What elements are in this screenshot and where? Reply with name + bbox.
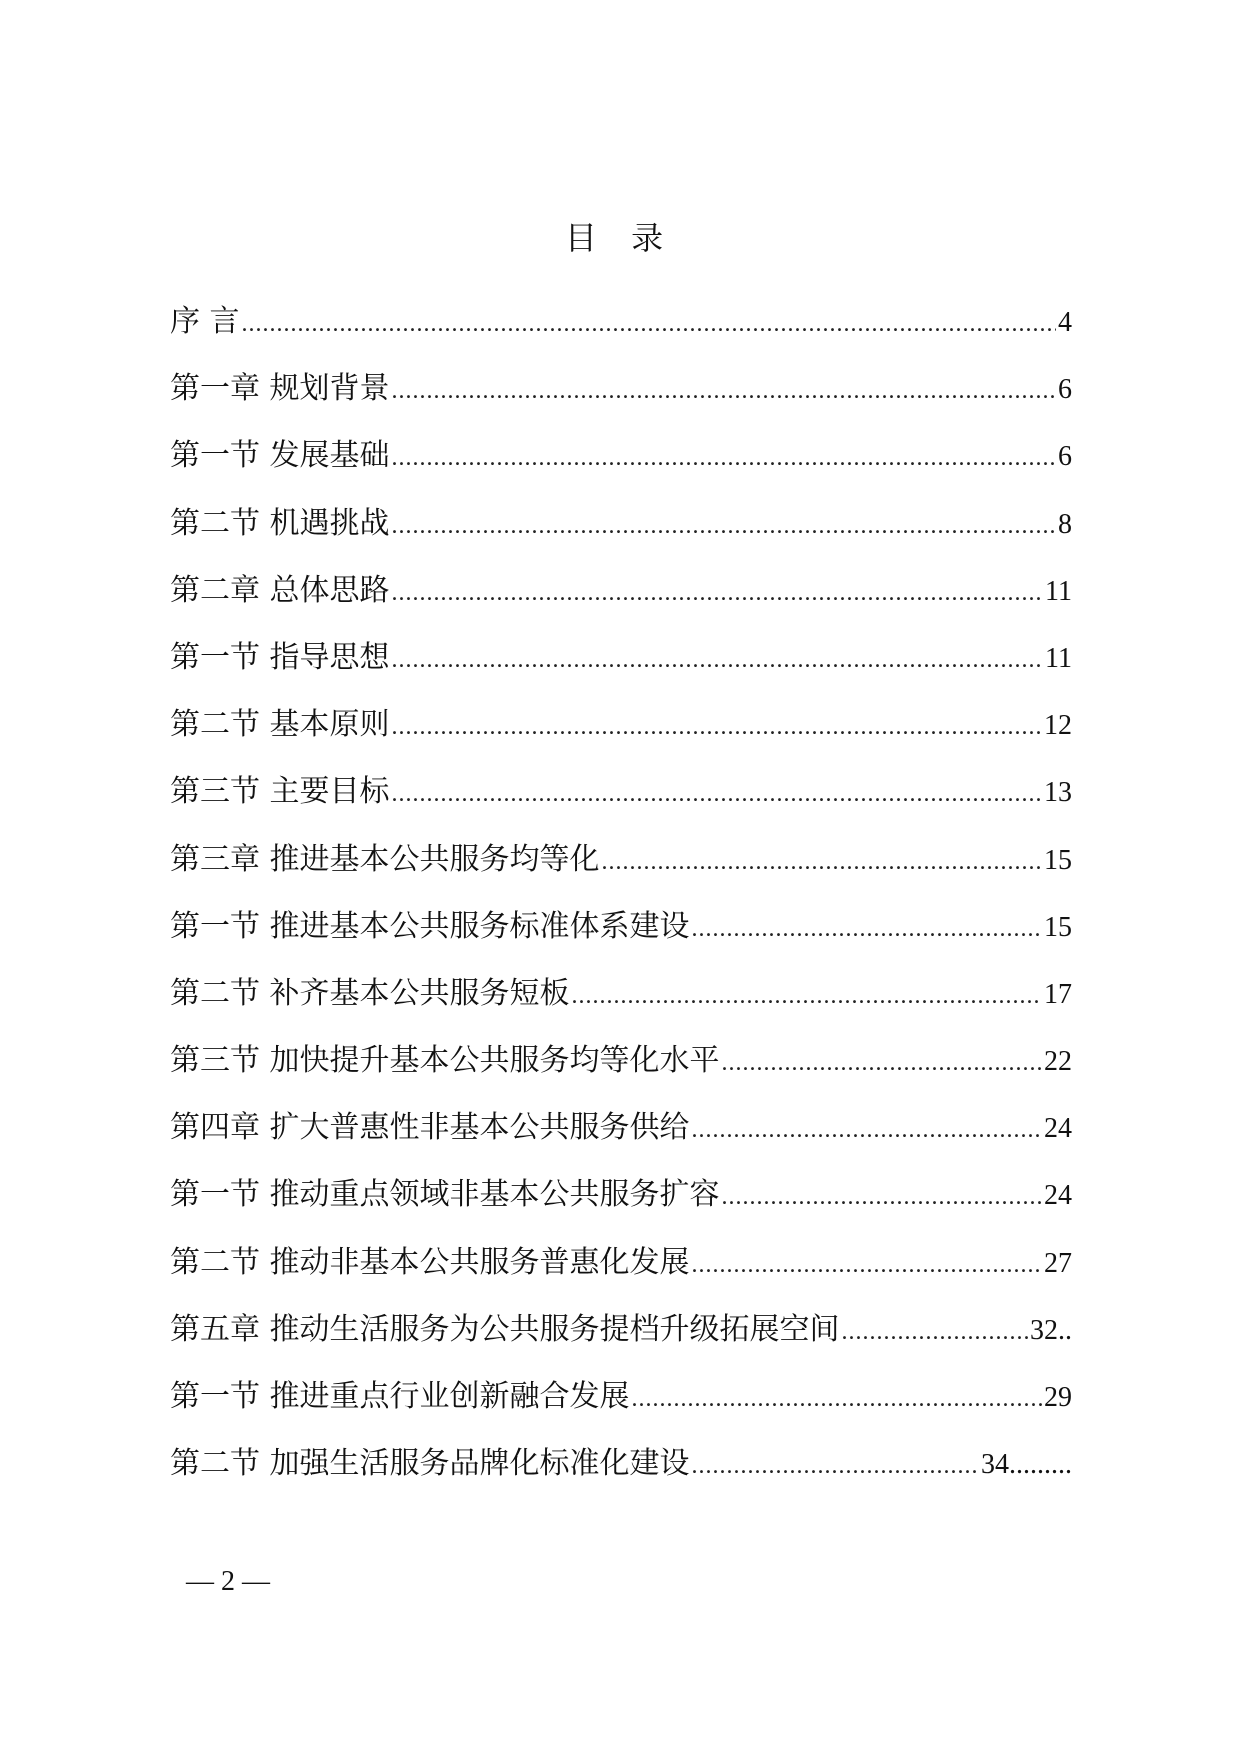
- page-number: — 2 —: [186, 1566, 270, 1597]
- toc-entry-title: 第三节 主要目标: [170, 774, 390, 810]
- toc-title: 目 录: [564, 219, 676, 257]
- toc-entry-page: 11: [1045, 642, 1072, 674]
- toc-dot-leader: [392, 707, 1042, 747]
- toc-dot-leader: [722, 1043, 1042, 1083]
- toc-entry[interactable]: [170, 302, 1072, 369]
- toc-dot-leader: [392, 640, 1043, 680]
- toc-dot-leader: [692, 1110, 1042, 1150]
- toc-entry[interactable]: [170, 1377, 1072, 1444]
- toc-entry-title: 第二节 加强生活服务品牌化标准化建设: [170, 1446, 690, 1482]
- toc-entry-title: 第二节 基本原则: [170, 707, 390, 743]
- toc-dot-leader: [572, 976, 1042, 1016]
- toc-entry[interactable]: [170, 1243, 1072, 1310]
- toc-entry[interactable]: [170, 705, 1072, 772]
- toc-entry-title: 第一节 发展基础: [170, 438, 390, 474]
- toc-entry[interactable]: [170, 638, 1072, 705]
- toc-dot-leader: [842, 1312, 1028, 1352]
- toc-entry[interactable]: [170, 1041, 1072, 1108]
- toc-entry-title: 第二节 推动非基本公共服务普惠化发展: [170, 1244, 690, 1280]
- toc-entry-title: 第三章 推进基本公共服务均等化: [170, 841, 600, 877]
- toc-entry-page: 8: [1058, 508, 1072, 540]
- toc-entry[interactable]: [170, 1175, 1072, 1242]
- toc-dot-leader: [722, 1177, 1042, 1217]
- toc-entry[interactable]: [170, 1310, 1072, 1377]
- toc-entry-page: 6: [1058, 374, 1072, 406]
- toc-entry-title: 第一节 推进重点行业创新融合发展: [170, 1379, 630, 1414]
- toc-dot-leader: [602, 842, 1042, 882]
- toc-dot-leader: [242, 304, 1056, 344]
- toc-entry-page: 13: [1044, 777, 1072, 809]
- toc-entry-page: 24: [1044, 1113, 1072, 1145]
- table-of-contents: [170, 302, 1072, 1511]
- toc-entry-page: 27: [1044, 1247, 1072, 1279]
- toc-entry-page: 34.........: [981, 1449, 1072, 1481]
- toc-entry-page: 15: [1044, 844, 1072, 876]
- toc-entry[interactable]: [170, 1444, 1072, 1511]
- toc-entry-title: 第二节 补齐基本公共服务短板: [170, 975, 570, 1011]
- toc-entry-page: 15: [1044, 911, 1072, 943]
- toc-entry-title: 第二章 总体思路: [170, 572, 390, 608]
- toc-dot-leader: [392, 506, 1056, 546]
- toc-entry[interactable]: [170, 907, 1072, 974]
- toc-dot-leader: [692, 1245, 1042, 1285]
- toc-entry-title: 第一节 推进基本公共服务标准体系建设: [170, 908, 690, 944]
- toc-entry-page: 32..: [1030, 1314, 1072, 1346]
- toc-entry-title: 第一节 推动重点领域非基本公共服务扩容: [170, 1177, 720, 1213]
- toc-dot-leader: [392, 438, 1056, 478]
- toc-entry-title: 序 言: [170, 304, 240, 339]
- toc-dot-leader: [632, 1379, 1042, 1419]
- toc-entry[interactable]: [170, 1108, 1072, 1175]
- toc-dot-leader: [392, 774, 1042, 814]
- toc-entry-page: 6: [1058, 441, 1072, 473]
- toc-entry[interactable]: [170, 504, 1072, 571]
- toc-entry-page: 22: [1044, 1046, 1072, 1078]
- toc-dot-leader: [692, 909, 1042, 949]
- toc-entry-page: 17: [1044, 978, 1072, 1010]
- toc-entry-title: 第一章 规划背景: [170, 371, 390, 407]
- toc-dot-leader: [392, 371, 1056, 411]
- toc-entry-page: 24: [1044, 1180, 1072, 1212]
- toc-entry-title: 第二节 机遇挑战: [170, 505, 390, 541]
- toc-entry[interactable]: [170, 436, 1072, 503]
- toc-entry-title: 第一节 指导思想: [170, 639, 390, 675]
- toc-entry-page: 11: [1045, 575, 1072, 607]
- toc-entry[interactable]: [170, 772, 1072, 839]
- toc-entry-title: 第五章 推动生活服务为公共服务提档升级拓展空间: [170, 1311, 840, 1347]
- toc-entry[interactable]: [170, 571, 1072, 638]
- toc-dot-leader: [692, 1446, 979, 1486]
- toc-entry-title: 第四章 扩大普惠性非基本公共服务供给: [170, 1110, 690, 1146]
- toc-entry[interactable]: [170, 974, 1072, 1041]
- toc-entry-page: 12: [1044, 710, 1072, 742]
- toc-entry-page: 29: [1044, 1382, 1072, 1413]
- toc-entry[interactable]: [170, 840, 1072, 907]
- toc-dot-leader: [392, 573, 1043, 613]
- toc-entry-page: 4: [1058, 307, 1072, 338]
- toc-entry-title: 第三节 加快提升基本公共服务均等化水平: [170, 1043, 720, 1079]
- toc-entry[interactable]: [170, 369, 1072, 436]
